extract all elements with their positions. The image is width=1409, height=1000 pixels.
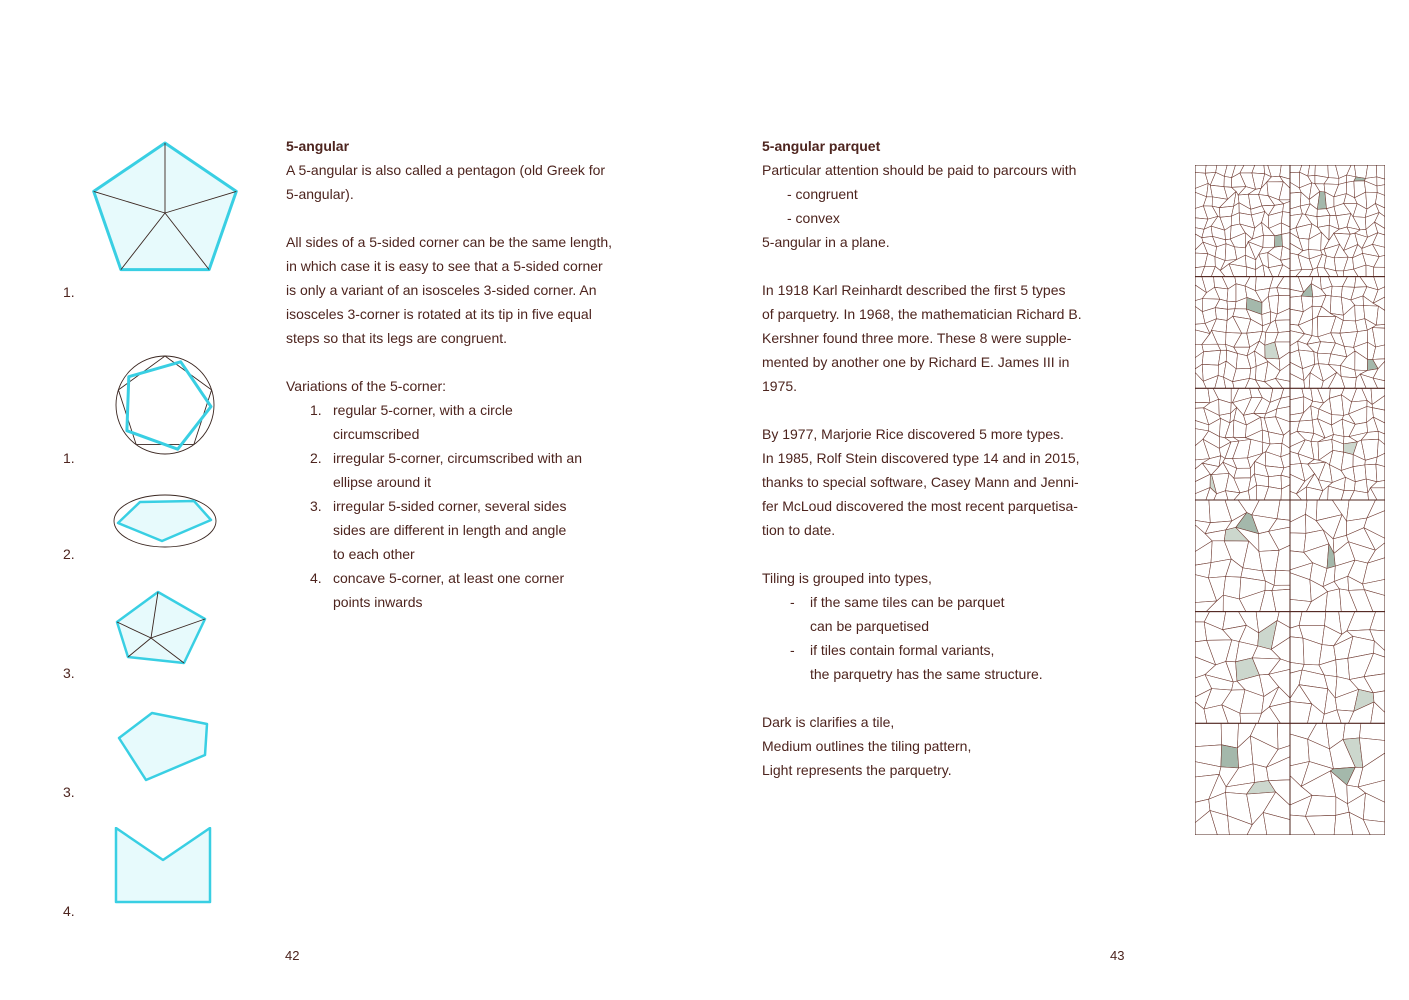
variation-num: 2. [310, 450, 322, 466]
variation-text: regular 5-corner, with a circle circumscribed [333, 402, 513, 442]
parquet-tiling-grid [1195, 165, 1385, 835]
regular-pentagon-fan-figure [87, 140, 243, 276]
attention-item-congruent: - congruent [787, 186, 858, 202]
variation-text: irregular 5-corner, circumscribed with an ellipse around it [333, 450, 582, 490]
variation-item-2 [286, 446, 696, 494]
variation-num: 3. [310, 498, 322, 514]
figure-label-1a: 1. [63, 284, 75, 300]
dash-bullet: - [790, 594, 795, 610]
variation-num: 4. [310, 570, 322, 586]
tiling-item-text: if the same tiles can be parquet can be parquetised [810, 594, 1005, 634]
tiling-item-1 [762, 590, 1162, 638]
tiling-title: Tiling is grouped into types, [762, 570, 932, 586]
variation-text: concave 5-corner, at least one corner points inwards [333, 570, 565, 610]
pentagon-circumscribed-ellipse-figure [111, 492, 219, 550]
irregular-pentagon-figure [116, 711, 210, 783]
irregular-pentagon-fan-figure [114, 589, 210, 667]
attention-end: 5-angular in a plane. [762, 234, 890, 250]
attention-line: Particular attention should be paid to parcours with [762, 162, 1077, 178]
figure-label-1b: 1. [63, 450, 75, 466]
history-paragraph-1: In 1918 Karl Reinhardt described the first 5 types of parquetry. In 1968, the mathematician Richard B. Kershner found three more. These 8 were supple- mented by another one by Richard E. James III in 1975. [762, 282, 1082, 394]
tiling-item-2 [762, 638, 1162, 686]
figure-label-3a: 3. [63, 665, 75, 681]
variation-item-4 [286, 566, 696, 614]
tiling-item-text: if tiles contain formal variants, the parquetry has the same structure. [810, 642, 1043, 682]
figure-label-2: 2. [63, 546, 75, 562]
variation-item-3 [286, 494, 696, 566]
variations-title: Variations of the 5-corner: [286, 378, 447, 394]
figure-label-4: 4. [63, 903, 75, 919]
variation-item-1 [286, 398, 696, 446]
attention-item-convex: - convex [787, 210, 840, 226]
dash-bullet: - [790, 642, 795, 658]
left-intro: A 5-angular is also called a pentagon (old Greek for 5-angular). [286, 162, 606, 202]
left-text-column [286, 134, 696, 614]
variation-num: 1. [310, 402, 322, 418]
page-number-left: 42 [285, 948, 300, 963]
history-paragraph-2: By 1977, Marjorie Rice discovered 5 more types. In 1985, Rolf Stein discovered type 14 and in 2015, thanks to special software, Casey Mann and Jenni- fer McLoud discovered the most recent parquetisa- tion to date. [762, 426, 1080, 538]
variation-text: irregular 5-sided corner, several sides sides are different in length and angle to each other [333, 498, 567, 562]
left-heading: 5-angular [286, 138, 350, 154]
left-body: All sides of a 5-sided corner can be the same length, in which case it is easy to see that a 5-sided corner is only a variant of an isosceles 3-sided corner. An isosceles 3-corner is rotated at its tip in five equal steps so that its legs are congruent. [286, 234, 613, 346]
right-heading: 5-angular parquet [762, 138, 881, 154]
legend-paragraph: Dark is clarifies a tile, Medium outlines the tiling pattern, Light represents the parquetry. [762, 714, 972, 778]
right-text-column [762, 134, 1162, 782]
figure-label-3b: 3. [63, 784, 75, 800]
concave-pentagon-figure [114, 827, 212, 904]
page-number-right: 43 [1110, 948, 1125, 963]
pentagon-circumscribed-circle-figure [112, 353, 218, 457]
